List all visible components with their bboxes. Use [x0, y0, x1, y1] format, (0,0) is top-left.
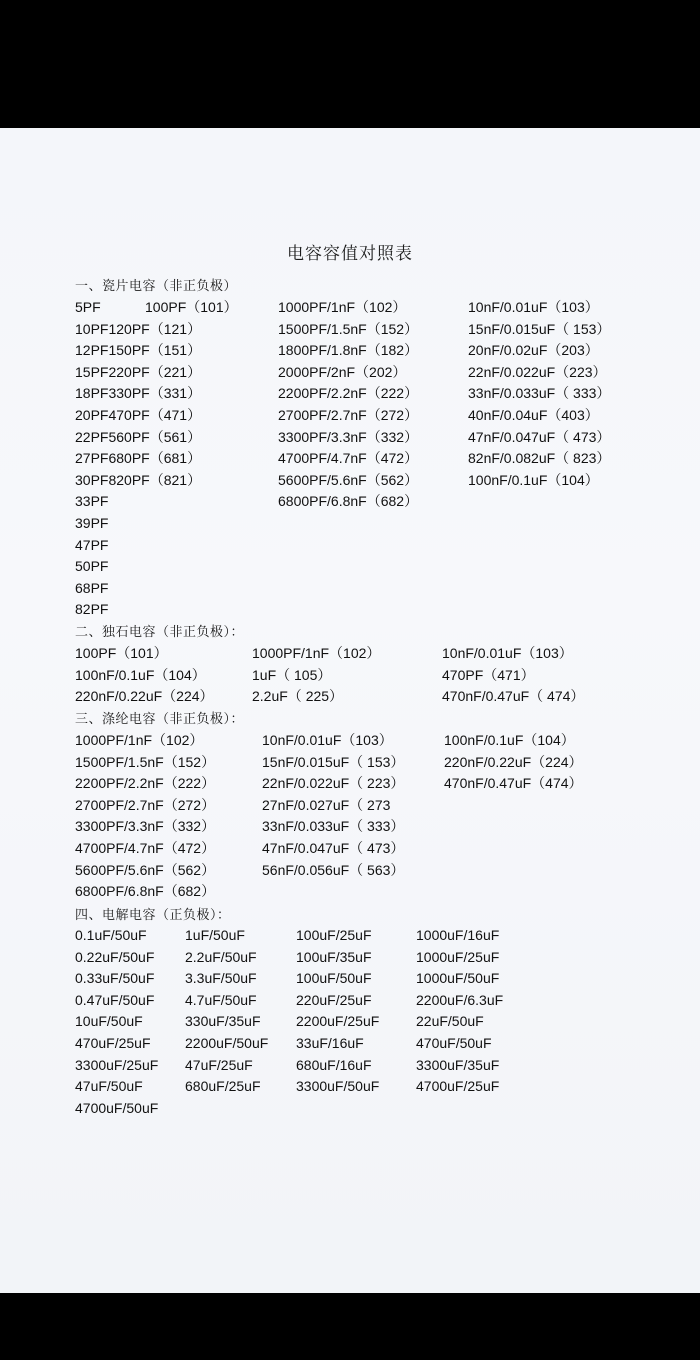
capacitance-value: 470nF/0.47uF（ 474）: [442, 688, 585, 705]
capacitance-value: 27nF/0.027uF（ 273: [262, 796, 391, 813]
capacitance-value: 2.2uF（ 225）: [252, 688, 344, 705]
capacitance-value: 22PF560PF（561）: [75, 428, 202, 445]
capacitance-value: 15PF220PF（221）: [75, 363, 202, 380]
capacitance-value: 68PF: [75, 579, 109, 596]
capacitance-value: 100nF/0.1uF（104）: [75, 666, 206, 683]
capacitance-value: 220uF/25uF: [296, 991, 372, 1008]
capacitance-value: 470PF（471）: [442, 666, 535, 683]
capacitance-value: 6800PF/6.8nF（682）: [278, 493, 419, 510]
capacitance-value: 4.7uF/50uF: [185, 991, 257, 1008]
capacitance-value: 2700PF/2.7nF（272）: [278, 407, 419, 423]
capacitance-value: 3300PF/3.3nF（332）: [75, 818, 216, 835]
capacitance-value: 10nF/0.01uF（103）: [442, 645, 573, 661]
capacitance-value: 100PF（101）: [145, 299, 238, 315]
capacitance-value: 1000PF/1nF（102）: [252, 645, 381, 661]
capacitance-value: 1000uF/16uF: [416, 927, 500, 943]
capacitance-value: 1000PF/1nF（102）: [278, 299, 407, 315]
capacitance-value: 1uF（ 105）: [252, 666, 332, 683]
capacitance-value: 1000uF/50uF: [416, 970, 500, 987]
capacitance-value: 15nF/0.015uF（ 153）: [262, 753, 405, 770]
capacitance-value: 470uF/50uF: [416, 1035, 492, 1051]
capacitance-value: 5600PF/5.6nF（562）: [75, 861, 216, 878]
capacitance-value: 3.3uF/50uF: [185, 970, 257, 987]
capacitance-value: 1500PF/1.5nF（152）: [278, 320, 419, 337]
capacitance-value: 1000uF/25uF: [416, 948, 500, 965]
capacitance-value: 20nF/0.02uF（203）: [468, 342, 599, 359]
capacitance-value: 4700uF/25uF: [416, 1078, 500, 1095]
capacitance-value: 3300uF/35uF: [416, 1056, 500, 1073]
capacitance-value: 56nF/0.056uF（ 563）: [262, 861, 405, 878]
capacitance-value: 100PF（101）: [75, 645, 168, 661]
capacitance-value: 33nF/0.033uF（ 333）: [262, 818, 405, 835]
capacitance-value: 27PF680PF（681）: [75, 450, 202, 467]
capacitance-value: 0.22uF/50uF: [75, 948, 155, 965]
capacitance-value: 5600PF/5.6nF（562）: [278, 471, 419, 488]
page-title: 电容容值对照表: [287, 244, 413, 264]
document-page: [0, 128, 700, 1293]
capacitance-value: 2000PF/2nF（202）: [278, 363, 407, 380]
capacitance-value: 82PF: [75, 601, 109, 618]
capacitance-value: 33uF/16uF: [296, 1035, 364, 1051]
capacitance-value: 3300PF/3.3nF（332）: [278, 428, 419, 445]
capacitance-value: 82nF/0.082uF（ 823）: [468, 450, 611, 467]
section-heading: 四、电解电容（正负极）：: [75, 908, 231, 923]
capacitance-value: 18PF330PF（331）: [75, 385, 202, 402]
capacitance-value: 3300uF/25uF: [75, 1056, 159, 1073]
capacitance-value: 20PF470PF（471）: [75, 407, 202, 423]
capacitance-value: 100uF/50uF: [296, 970, 372, 987]
capacitance-value: 2200PF/2.2nF（222）: [75, 775, 216, 792]
capacitance-value: 470uF/25uF: [75, 1035, 151, 1051]
capacitance-value: 100nF/0.1uF（104）: [468, 471, 599, 488]
capacitance-value: 100uF/25uF: [296, 927, 372, 943]
capacitance-value: 47uF/50uF: [75, 1078, 143, 1095]
top-black-bar: [0, 0, 700, 128]
capacitance-value: 680uF/16uF: [296, 1056, 372, 1073]
capacitance-value: 10PF120PF（121）: [75, 320, 202, 337]
capacitance-value: 680uF/25uF: [185, 1078, 261, 1095]
capacitance-value: 470nF/0.47uF（474）: [444, 775, 583, 792]
capacitance-value: 10nF/0.01uF（103）: [262, 732, 393, 748]
capacitance-value: 47PF: [75, 536, 109, 553]
capacitance-value: 4700uF/50uF: [75, 1099, 159, 1116]
capacitance-value: 3300uF/50uF: [296, 1078, 380, 1095]
capacitance-value: 220nF/0.22uF（224）: [444, 753, 583, 770]
capacitance-value: 47nF/0.047uF（ 473）: [468, 428, 611, 445]
capacitance-value: 5PF: [75, 299, 101, 315]
capacitance-value: 39PF: [75, 515, 109, 531]
capacitance-value: 30PF820PF（821）: [75, 471, 202, 488]
capacitance-value: 0.33uF/50uF: [75, 970, 155, 987]
capacitance-value: 4700PF/4.7nF（472）: [278, 450, 419, 467]
capacitance-value: 4700PF/4.7nF（472）: [75, 840, 216, 856]
capacitance-value: 50PF: [75, 558, 109, 575]
capacitance-value: 100nF/0.1uF（104）: [444, 732, 575, 748]
capacitance-value: 10nF/0.01uF（103）: [468, 299, 599, 315]
bottom-black-bar: [0, 1293, 700, 1360]
capacitance-value: 33nF/0.033uF（ 333）: [468, 385, 611, 402]
capacitance-value: 47nF/0.047uF（ 473）: [262, 840, 405, 856]
capacitance-value: 40nF/0.04uF（403）: [468, 407, 599, 423]
capacitance-value: 1000PF/1nF（102）: [75, 732, 204, 748]
capacitance-value: 22nF/0.022uF（ 223）: [262, 775, 405, 792]
capacitance-value: 2200uF/6.3uF: [416, 991, 504, 1008]
section-heading: 二、独石电容（非正负极）：: [75, 625, 245, 640]
capacitance-value: 10uF/50uF: [75, 1013, 143, 1030]
capacitance-value: 220nF/0.22uF（224）: [75, 688, 214, 705]
capacitance-value: 47uF/25uF: [185, 1056, 253, 1073]
capacitance-value: 12PF150PF（151）: [75, 342, 202, 359]
section-heading: 三、涤纶电容（非正负极）：: [75, 712, 245, 727]
capacitance-value: 22uF/50uF: [416, 1013, 484, 1030]
capacitance-value: 0.47uF/50uF: [75, 991, 155, 1008]
capacitance-value: 1500PF/1.5nF（152）: [75, 753, 216, 770]
capacitance-value: 1uF/50uF: [185, 927, 245, 943]
capacitance-value: 2200uF/50uF: [185, 1035, 269, 1051]
capacitance-value: 2200PF/2.2nF（222）: [278, 385, 419, 402]
capacitance-value: 6800PF/6.8nF（682）: [75, 883, 216, 900]
capacitance-value: 330uF/35uF: [185, 1013, 261, 1030]
capacitance-value: 2.2uF/50uF: [185, 948, 257, 965]
capacitance-value: 33PF: [75, 493, 109, 510]
capacitance-value: 2200uF/25uF: [296, 1013, 380, 1030]
capacitance-value: 2700PF/2.7nF（272）: [75, 796, 216, 813]
capacitance-value: 1800PF/1.8nF（182）: [278, 342, 419, 359]
capacitance-value: 22nF/0.022uF（223）: [468, 363, 607, 380]
capacitance-value: 0.1uF/50uF: [75, 927, 147, 943]
capacitance-value: 15nF/0.015uF（ 153）: [468, 320, 611, 337]
section-heading: 一、瓷片电容（非正负极）: [75, 279, 238, 294]
capacitance-value: 100uF/35uF: [296, 948, 372, 965]
